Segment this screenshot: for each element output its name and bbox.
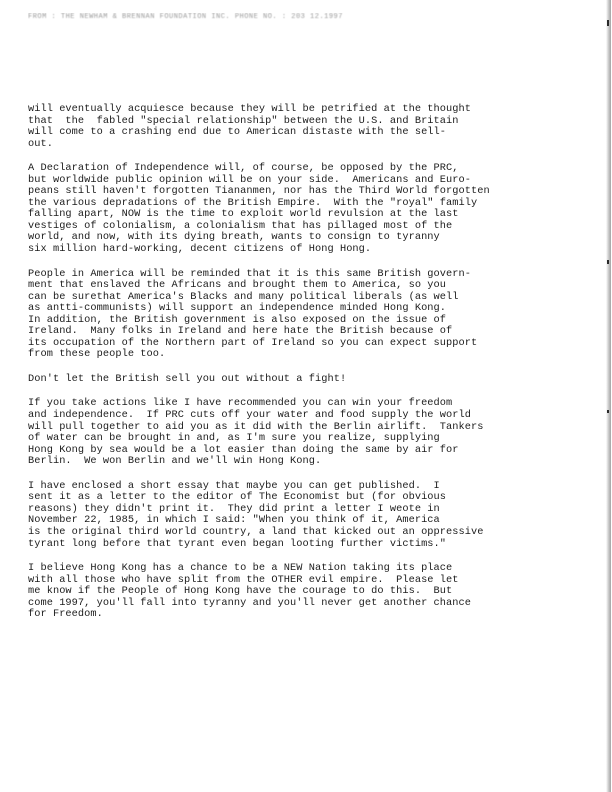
paragraph-petrified: will eventually acquiesce because they will be petrified at the thought that the fabled "special relationship" between the U.S. and Britain will come to a crashing end due to American distaste with the sell- out.	[28, 103, 471, 150]
paragraph-fight: Don't let the British sell you out without a fight!	[28, 372, 347, 385]
scan-edge-shadow	[606, 0, 611, 792]
fax-header-text: FROM : THE NEWHAM & BRENNAN FOUNDATION INC. PHONE NO. : 203 12.1997	[28, 13, 343, 21]
letter-body	[28, 104, 594, 634]
paragraph-declaration: A Declaration of Independence will, of course, be opposed by the PRC, but worldwide public opinion will be on your side. Americans and Euro- peans still haven't forgotten Tiananmen, nor has the Third World forgotten the various depradations of the British Empire. With the "royal" family falling apart, NOW is the time to exploit world revulsion at the last vestiges of colonialism, a colonialism that has pillaged most of the world, and now, with its dying breath, wants to consign to tyranny six million hard-working, decent citizens of Hong Hong.	[28, 162, 490, 256]
paragraph-new-nation: I believe Hong Kong has a chance to be a NEW Nation taking its place with all those who have split from the OTHER evil empire. Please let me know if the People of Hong Kong have the courage to do this. But come 1997, you'll fall into tyranny and you'll never get another chance for Freedom.	[28, 562, 471, 621]
paragraph-actions: If you take actions like I have recommended you can win your freedom and independence. If PRC cuts off your water and food supply the world will pull together to aid you as it did with the Berlin airlift. Tankers of water can be brought in and, as I'm sure you realize, supplying Hong Kong by sea would be a lot easier than doing the same by air for Berlin. We won Berlin and we'll win Hong Kong.	[28, 397, 484, 468]
paragraph-essay: I have enclosed a short essay that maybe you can get published. I sent it as a letter to the editor of The Economist but (for obvious reasons) they didn't print it. They did print a letter I weote in November 22, 1985, in which I said: "When you think of it, America is the original third world country, a land that kicked out an oppressive tyrant long before that tyrant even began looting further victims."	[28, 479, 484, 550]
scan-speck	[607, 20, 609, 26]
scan-speck	[607, 410, 609, 413]
fax-header-line	[28, 13, 468, 23]
paragraph-america: People in America will be reminded that it is this same British govern- ment that enslaved the Africans and brought them to America, so you can be surethat America's Blacks and many political liberals (as well as antti-communists) will support an independence minded Hong Kong. In addition, the British government is also exposed on the issue of Ireland. Many folks in Ireland and here hate the British because of its occupation of the Northern part of Ireland so you can expect support from these people too.	[28, 267, 478, 361]
scan-speck	[607, 260, 609, 264]
